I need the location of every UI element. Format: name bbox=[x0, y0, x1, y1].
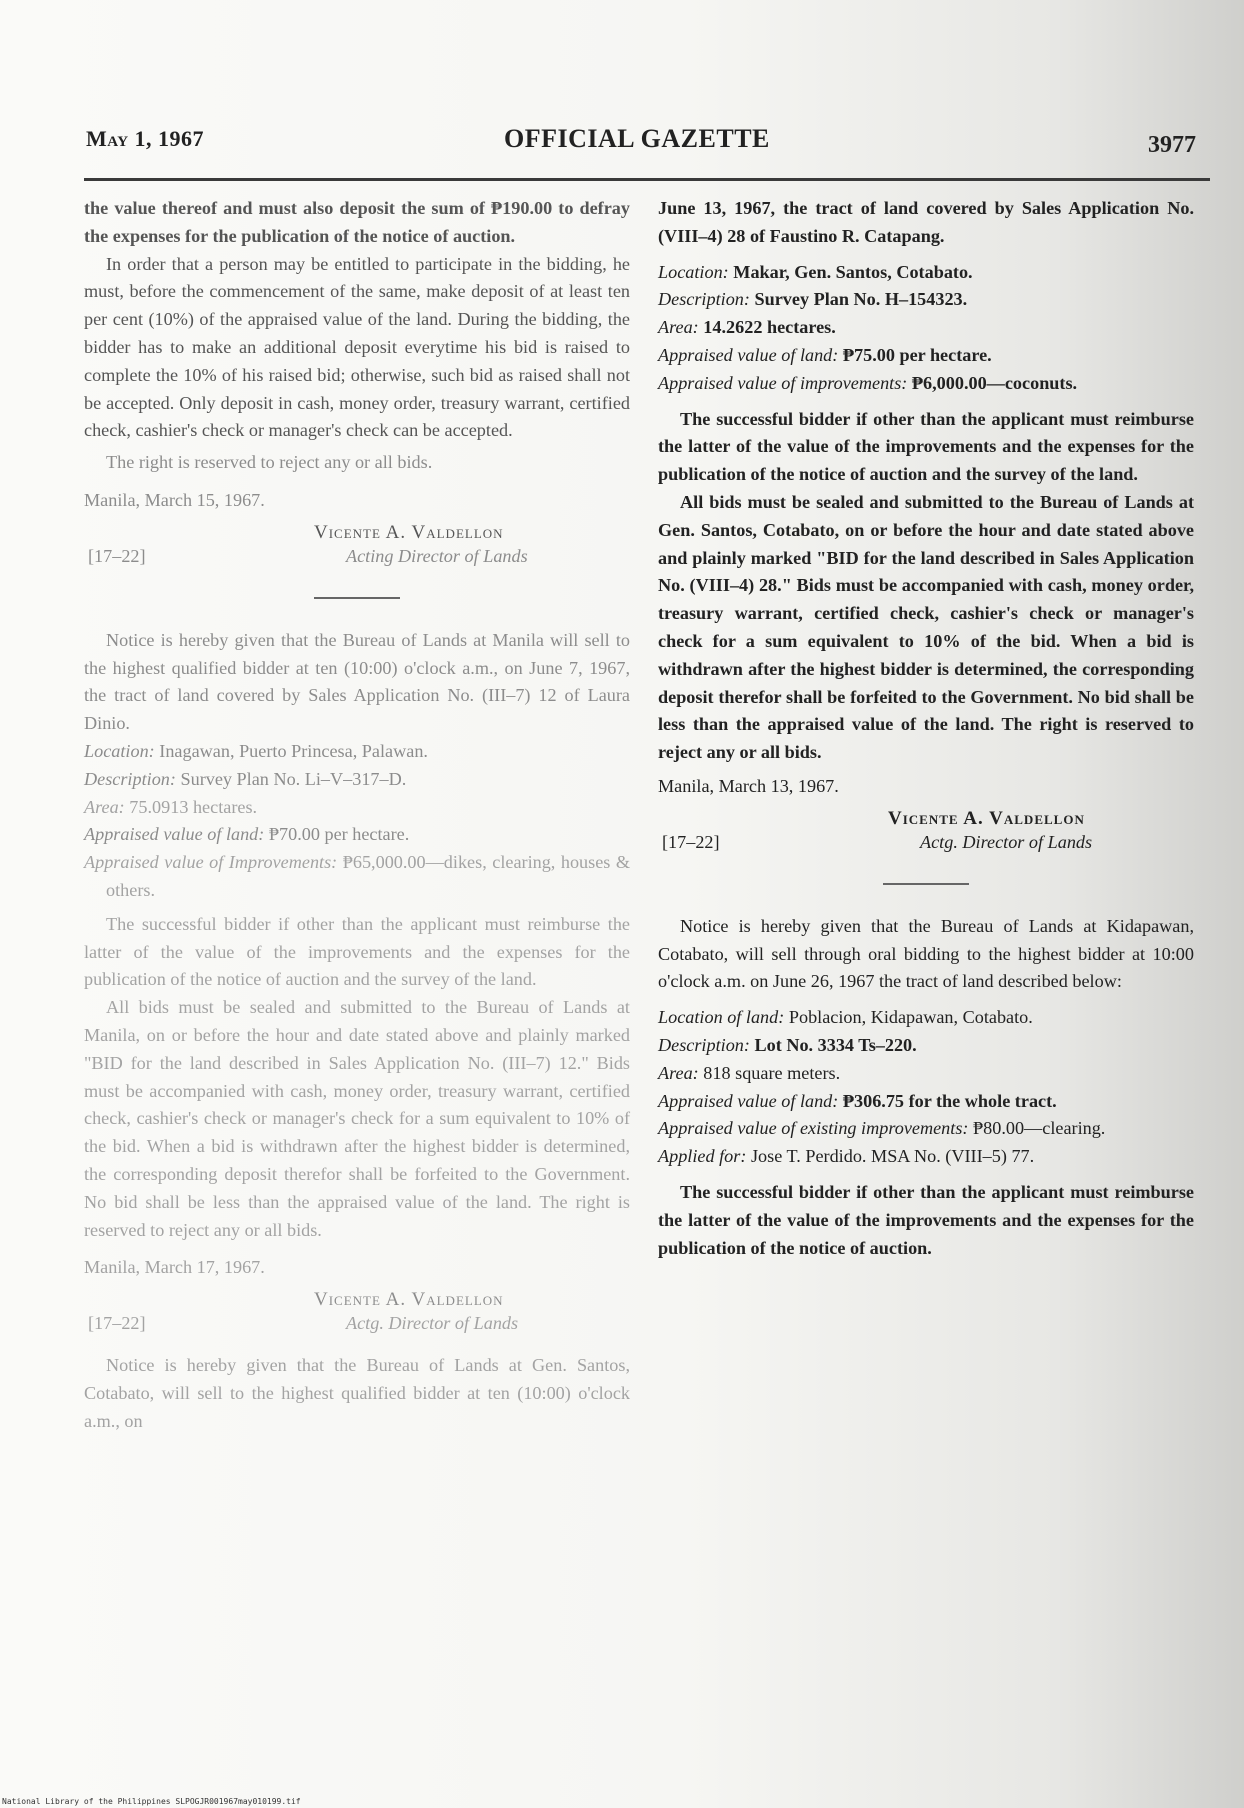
applied-for-item bbox=[658, 1143, 1194, 1171]
value: Survey Plan No. H–154323. bbox=[754, 289, 968, 310]
place-date: Manila, March 17, 1967. bbox=[84, 1257, 265, 1278]
value: Poblacion, Kidapawan, Cotabato. bbox=[788, 1007, 1033, 1028]
appraised-land-item bbox=[84, 821, 630, 849]
separator bbox=[883, 883, 969, 885]
appraised-land-item bbox=[658, 1088, 1194, 1116]
page-number: 3977 bbox=[1148, 132, 1196, 158]
value: Inagawan, Puerto Princesa, Palawan. bbox=[159, 740, 428, 761]
label: Location: bbox=[658, 261, 729, 282]
label: Description: bbox=[658, 289, 750, 310]
signatory-name: Vicente A. Valdellon bbox=[888, 807, 1085, 829]
label: Applied for: bbox=[658, 1146, 747, 1167]
paragraph: All bids must be sealed and submitted to the Bureau of Lands at Gen. Santos, Cotabato, on or before the hour and date stated above and plainly marked "BID for the land described in Sales Application No. (VIII–4) 28." Bids must be accompanied with cash, money order, treasury warrant, certified check, cashier's check or manager's check for a sum equivalent to 10% of the bid. When a bid is withdrawn after the highest bidder is determined, the corresponding deposit therefor shall be forfeited to the Government. No bid shall be less than the appraised value of the land. The right is reserved to reject any or all bids. bbox=[658, 491, 1194, 763]
left-column bbox=[84, 195, 630, 1435]
location-item bbox=[658, 1004, 1194, 1032]
place-date: Manila, March 13, 1967. bbox=[658, 775, 839, 796]
appraised-improvements-item bbox=[658, 1115, 1194, 1143]
signatory-name: Vicente A. Valdellon bbox=[314, 1289, 504, 1311]
area-item bbox=[658, 314, 1194, 342]
separator bbox=[314, 597, 400, 599]
header-rule bbox=[84, 178, 1210, 181]
publication-title: OFFICIAL GAZETTE bbox=[504, 124, 770, 153]
label: Appraised value of existing improvements: bbox=[658, 1118, 969, 1139]
appraised-improvements-item bbox=[84, 849, 630, 905]
value: Survey Plan No. Li–V–317–D. bbox=[180, 768, 407, 789]
value: Makar, Gen. Santos, Cotabato. bbox=[733, 261, 973, 282]
paragraph: All bids must be sealed and submitted to the Bureau of Lands at Manila, on or before the hour and date stated above and plainly marked "BID for the land described in Sales Application No. (III–7) 12." Bids must be accompanied with cash, money order, treasury warrant, certified check, cashier's check or manager's check for a sum equivalent to 10% of the bid. When a bid is withdrawn after the highest bidder is determined, the corresponding deposit therefor shall be forfeited to the Government. No bid shall be less than the appraised value of the land. The right is reserved to reject any or all bids. bbox=[84, 997, 630, 1240]
value: ₱70.00 per hectare. bbox=[268, 824, 410, 845]
description-item bbox=[84, 766, 630, 794]
area-item bbox=[658, 1060, 1194, 1088]
label: Appraised value of land: bbox=[658, 1090, 839, 1111]
notice-intro: Notice is hereby given that the Bureau of Lands at Kidapawan, Cotabato, will sell through oral bidding to the highest bidder at 10:00 o'clock a.m. on June 26, 1967 the tract of land described below: bbox=[658, 915, 1194, 992]
description-item bbox=[658, 1032, 1194, 1060]
location-item bbox=[84, 738, 630, 766]
label: Appraised value of improvements: bbox=[658, 372, 908, 393]
notice-code: [17–22] bbox=[88, 1313, 146, 1334]
paragraph: The successful bidder if other than the applicant must reimburse the latter of the value of the improvements and the expenses for the publication of the notice of auction. bbox=[658, 1181, 1194, 1258]
label: Description: bbox=[658, 1034, 750, 1055]
value: ₱75.00 per hectare. bbox=[842, 344, 992, 365]
label: Description: bbox=[84, 768, 176, 789]
value: Lot No. 3334 Ts–220. bbox=[754, 1034, 917, 1055]
paragraph: the value thereof and must also deposit the sum of ₱190.00 to defray the expenses for the publication of the notice of auction. bbox=[84, 198, 630, 246]
scan-footer: National Library of the Philippines SLPOGJR001967may010199.tif bbox=[2, 1797, 301, 1806]
notice-intro: Notice is hereby given that the Bureau of Lands at Manila will sell to the highest qualified bidder at ten (10:00) o'clock a.m., on June 7, 1967, the tract of land covered by Sales Application No. (III–7) 12 of Laura Dinio. bbox=[84, 629, 630, 734]
description-item bbox=[658, 286, 1194, 314]
area-item bbox=[84, 794, 630, 822]
value: ₱6,000.00—coconuts. bbox=[911, 372, 1078, 393]
location-item bbox=[658, 259, 1194, 287]
appraised-land-item bbox=[658, 342, 1194, 370]
paragraph: June 13, 1967, the tract of land covered by Sales Application No. (VIII–4) 28 of Faustino R. Catapang. bbox=[658, 198, 1194, 246]
signatory-title: Actg. Director of Lands bbox=[346, 1313, 519, 1334]
paragraph: The successful bidder if other than the applicant must reimburse the latter of the value of the improvements and the expenses for the publication of the notice of auction and the survey of the land. bbox=[84, 913, 630, 990]
label: Appraised value of land: bbox=[84, 824, 265, 845]
label: Area: bbox=[84, 796, 125, 817]
issue-date: May 1, 1967 bbox=[86, 126, 205, 151]
label: Appraised value of Improvements: bbox=[84, 852, 338, 873]
page-header bbox=[86, 126, 1204, 166]
label: Area: bbox=[658, 1062, 699, 1083]
signatory-name: Vicente A. Valdellon bbox=[314, 521, 504, 543]
signature-block bbox=[84, 515, 630, 573]
label: Location of land: bbox=[658, 1007, 785, 1028]
right-column bbox=[658, 195, 1194, 1262]
value: 75.0913 hectares. bbox=[129, 796, 258, 817]
signatory-title: Actg. Director of Lands bbox=[920, 831, 1093, 852]
label: Location: bbox=[84, 740, 155, 761]
label: Appraised value of land: bbox=[658, 344, 839, 365]
label: Area: bbox=[658, 317, 699, 338]
signature-block bbox=[84, 1282, 630, 1340]
value: Jose T. Perdido. MSA No. (VIII–5) 77. bbox=[750, 1146, 1035, 1167]
value: ₱80.00—clearing. bbox=[973, 1118, 1106, 1139]
appraised-improvements-item bbox=[658, 370, 1194, 398]
signature-block bbox=[658, 801, 1194, 859]
value: ₱306.75 for the whole tract. bbox=[842, 1090, 1057, 1111]
signatory-title: Acting Director of Lands bbox=[346, 545, 528, 566]
notice-intro: Notice is hereby given that the Bureau of Lands at Gen. Santos, Cotabato, will sell to the highest qualified bidder at ten (10:00) o'clock a.m., on bbox=[84, 1355, 630, 1431]
place-date: Manila, March 15, 1967. bbox=[84, 489, 265, 510]
notice-code: [17–22] bbox=[662, 831, 720, 852]
paragraph: The successful bidder if other than the applicant must reimburse the latter of the value of the improvements and the expenses for the publication of the notice of auction and the survey of the land. bbox=[658, 408, 1194, 485]
value: ₱65,000.00—dikes, clearing, houses & others. bbox=[106, 852, 631, 900]
notice-code: [17–22] bbox=[88, 545, 146, 566]
value: 818 square meters. bbox=[703, 1062, 841, 1083]
paragraph: The right is reserved to reject any or all bids. bbox=[106, 452, 433, 473]
paragraph: In order that a person may be entitled to participate in the bidding, he must, before the commencement of the same, make deposit of at least ten per cent (10%) of the appraised value of the land. During the bidding, the bidder has to make an additional deposit everytime his bid is raised to complete the 10% of his raised bid; otherwise, such bid as raised shall not be accepted. Only deposit in cash, money order, treasury warrant, certified check, cashier's check or manager's check can be accepted. bbox=[84, 253, 630, 441]
value: 14.2622 hectares. bbox=[703, 317, 836, 338]
